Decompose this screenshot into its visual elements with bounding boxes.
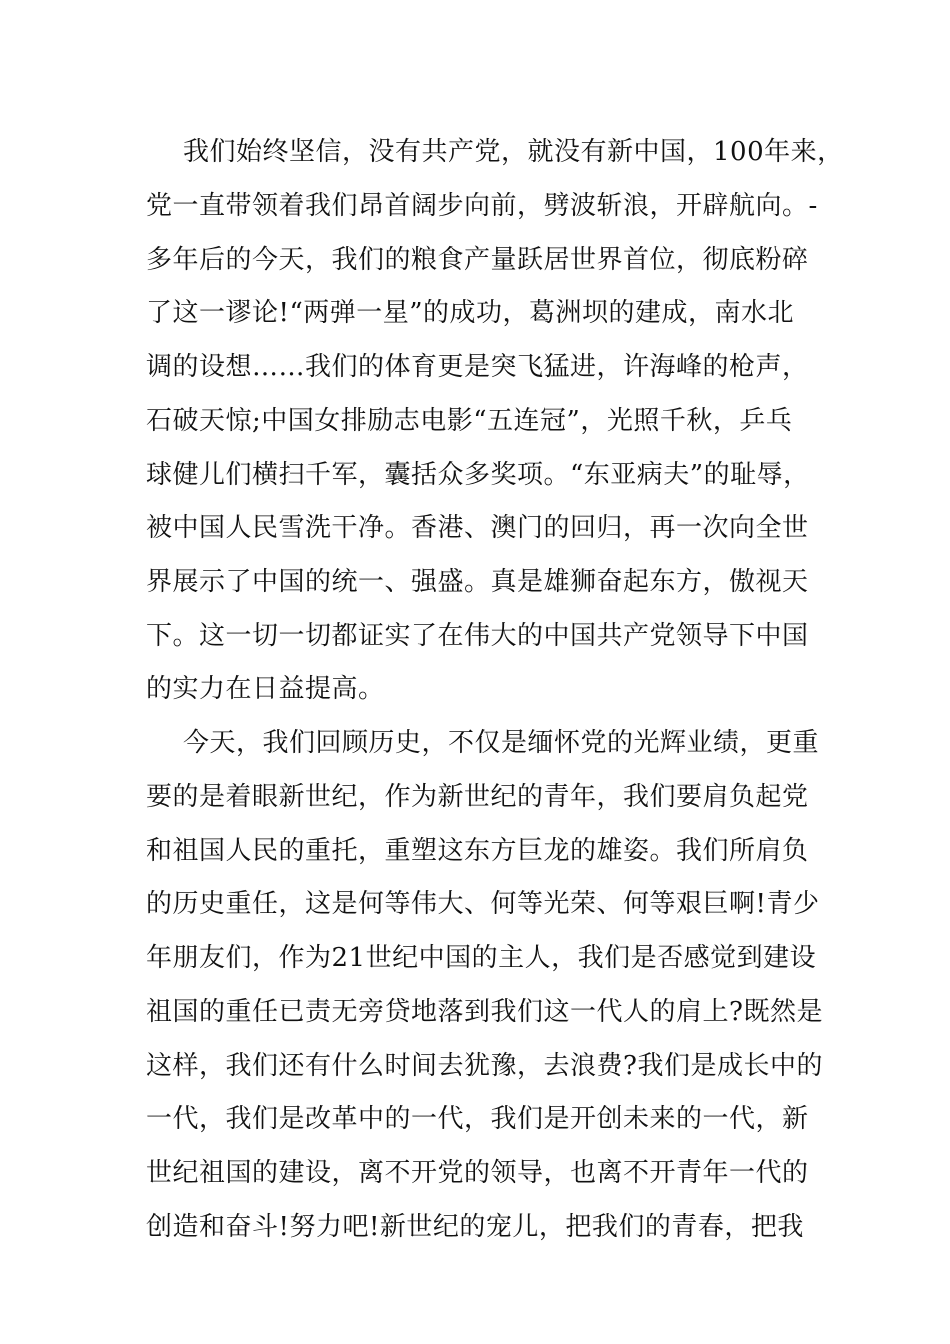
paragraph-1-line-1: 我们始终坚信，没有共产党，就没有新中国，100年来， [183,137,844,167]
paragraph-2-line-3: 和祖国人民的重托，重塑这东方巨龙的雄姿。我们所肩负 [146,836,809,866]
paragraph-1-line-6: 石破天惊;中国女排励志电影“五连冠”，光照千秋，乒乓 [146,406,793,436]
paragraph-2-line-6: 祖国的重任已责无旁贷地落到我们这一代人的肩上?既然是 [146,997,823,1027]
paragraph-1-line-7: 球健儿们横扫千军，囊括众多奖项。“东亚病夫”的耻辱， [146,460,810,490]
paragraph-1-line-9: 界展示了中国的统一、强盛。真是雄狮奋起东方，傲视天 [146,567,809,597]
paragraph-1-line-4: 了这一谬论!“两弹一星”的成功，葛洲坝的建成，南水北 [146,298,795,328]
paragraph-1-line-11: 的实力在日益提高。 [146,674,385,704]
paragraph-2-line-5: 年朋友们，作为21世纪中国的主人，我们是否感觉到建设 [146,943,817,973]
paragraph-2-line-9: 世纪祖国的建设，离不开党的领导，也离不开青年一代的 [146,1158,809,1188]
paragraph-1-line-2: 党一直带领着我们昂首阔步向前，劈波斩浪，开辟航向。- [146,191,818,221]
paragraph-1-line-3: 多年后的今天，我们的粮食产量跃居世界首位，彻底粉碎 [146,245,809,275]
paragraph-2-line-10: 创造和奋斗!努力吧!新世纪的宠儿，把我们的青春，把我 [146,1212,804,1242]
paragraph-1-line-8: 被中国人民雪洗干净。香港、澳门的回归，再一次向全世 [146,513,809,543]
paragraph-2-line-4: 的历史重任，这是何等伟大、何等光荣、何等艰巨啊!青少 [146,889,820,919]
paragraph-2-line-2: 要的是着眼新世纪，作为新世纪的青年，我们要肩负起党 [146,782,809,812]
paragraph-2-line-7: 这样，我们还有什么时间去犹豫，去浪费?我们是成长中的 [146,1051,823,1081]
paragraph-1-line-10: 下。这一切一切都证实了在伟大的中国共产党领导下中国 [146,621,809,651]
paragraph-2-line-1: 今天，我们回顾历史，不仅是缅怀党的光辉业绩，更重 [183,728,820,758]
paragraph-1-line-5: 调的设想……我们的体育更是突飞猛进，许海峰的枪声， [146,352,809,382]
paragraph-2-line-8: 一代，我们是改革中的一代，我们是开创未来的一代，新 [146,1104,809,1134]
